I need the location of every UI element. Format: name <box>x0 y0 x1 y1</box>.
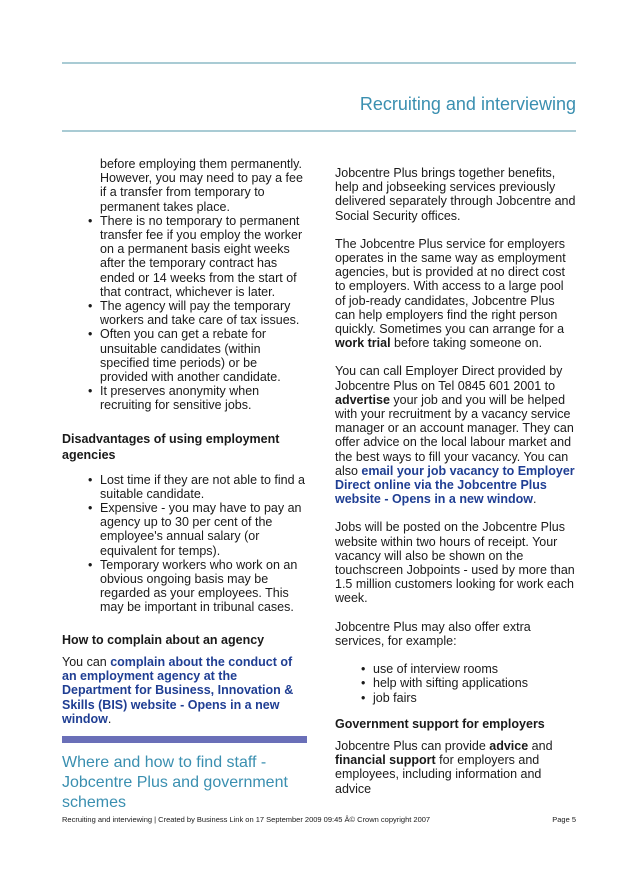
bis-complaint-link[interactable]: complain about the conduct of an employment agency at the Department for Business, Innovation & Skills (BIS) website - Opens in a new window <box>62 654 294 726</box>
top-rule <box>62 62 576 64</box>
left-column <box>62 157 307 813</box>
section-title: Where and how to find staff - Jobcentre Plus and government schemes <box>62 753 288 811</box>
list-item: • help with sifting applications <box>361 676 577 690</box>
section-divider-bar <box>62 736 307 743</box>
jobs-posted-paragraph: Jobs will be posted on the Jobcentre Plus website within two hours of receipt. Your vacancy will also be shown on the touchscreen Jobpoints - used by more than 1.5 million customers looking for work each week. <box>335 520 575 606</box>
employers-paragraph: The Jobcentre Plus service for employers operates in the same way as employment agencies, but is provided at no direct cost to employers. With access to a large pool of job-ready candidates, Jobcentre Plus can help employers find the right person quickly. Sometimes you can arrange for a work trial before taking someone on. <box>335 236 566 351</box>
gov-support-paragraph: Jobcentre Plus can provide advice and financial support for employers and employees, including information and advice <box>335 738 553 796</box>
list-item: • There is no temporary to permanent transfer fee if you employ the worker on a permanent basis eight weeks after the temporary contract has ended or 14 weeks from the start of that contract, whichever is later. <box>88 214 307 299</box>
page-number: Page 5 <box>552 815 576 824</box>
footer <box>62 815 576 824</box>
disadvantages-list <box>88 473 307 615</box>
advantages-list <box>88 214 307 413</box>
list-item: • The agency will pay the temporary workers and take care of tax issues. <box>88 299 307 327</box>
list-item: • It preserves anonymity when recruiting for sensitive jobs. <box>88 384 307 412</box>
list-item: • use of interview rooms <box>361 662 577 676</box>
list-item: • Temporary workers who work on an obvious ongoing basis may be regarded as your employees. This may be important in tribunal cases. <box>88 558 307 615</box>
employer-direct-paragraph: You can call Employer Direct provided by Jobcentre Plus on Tel 0845 601 2001 to advertise your job and you will be helped with your recruitment by a vacancy service manager or an account manager. They can offer advice on the local labour market and the best ways to fill your vacancy. You can also email your job vacancy to Employer Direct online via the Jobcentre Plus website - Opens in a new window. <box>335 364 575 507</box>
complain-heading: How to complain about an agency <box>62 632 265 647</box>
complain-paragraph: You can complain about the conduct of an employment agency at the Department for Business, Innovation & Skills (BIS) website - Opens in a new window. <box>62 654 294 726</box>
list-item: • Expensive - you may have to pay an agency up to 30 per cent of the employee's annual salary (or equivalent for temps). <box>88 501 307 558</box>
list-item: • Often you can get a rebate for unsuitable candidates (within specified time periods) or be provided with another candidate. <box>88 327 307 384</box>
services-list <box>361 662 577 705</box>
page-title: Recruiting and interviewing <box>359 94 576 114</box>
continued-bullet: before employing them permanently. However, you may need to pay a fee if a transfer from temporary to permanent takes place. <box>100 157 303 214</box>
list-item: • Lost time if they are not able to find a suitable candidate. <box>88 473 307 501</box>
intro-paragraph: Jobcentre Plus brings together benefits, help and jobseeking services previously delivered separately through Jobcentre and Social Security offices. <box>335 166 576 223</box>
disadvantages-heading: Disadvantages of using employment agencies <box>62 431 280 462</box>
header-rule <box>62 130 576 132</box>
email-vacancy-link[interactable]: email your job vacancy to Employer Direct online via the Jobcentre Plus website - Opens in a new window <box>335 463 575 507</box>
list-item: • job fairs <box>361 691 577 705</box>
gov-support-heading: Government support for employers <box>335 716 545 731</box>
right-column <box>335 166 577 796</box>
extra-services-paragraph: Jobcentre Plus may also offer extra services, for example: <box>335 619 531 648</box>
footer-credit: Recruiting and interviewing | Created by Business Link on 17 September 2009 09:45 Â© Crown copyright 2007 <box>62 815 431 824</box>
